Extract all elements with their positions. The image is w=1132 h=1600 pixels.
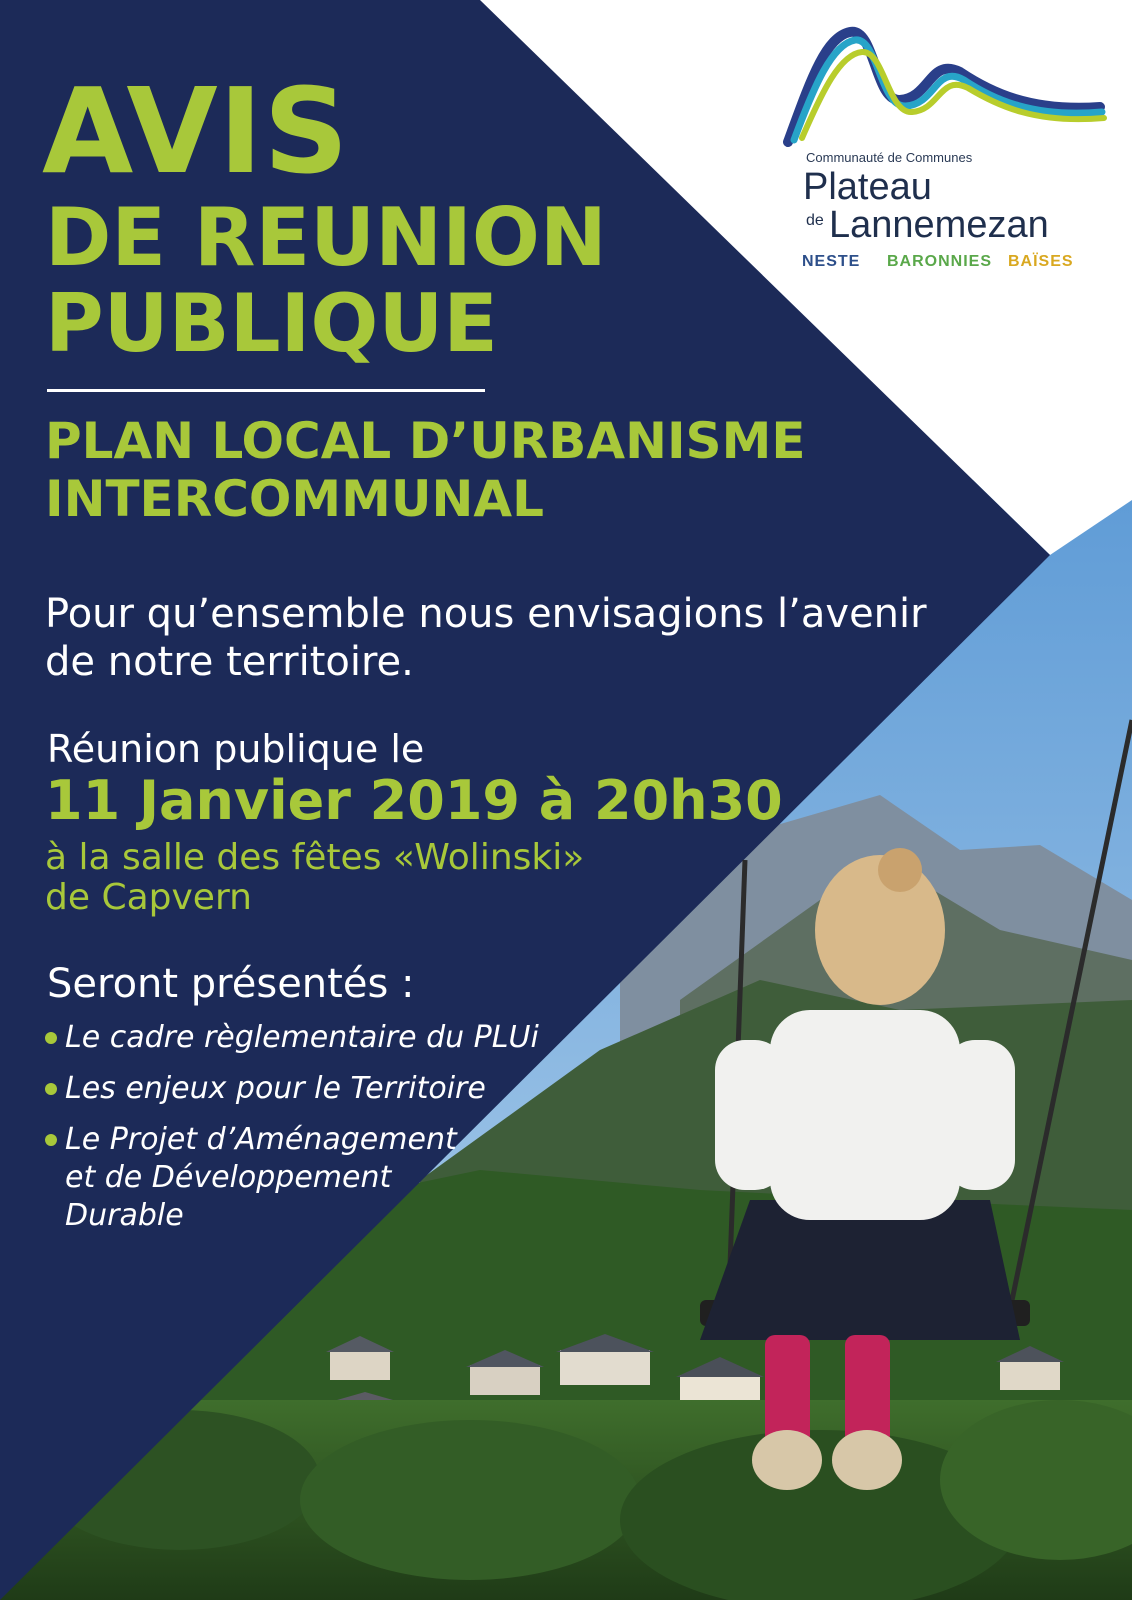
agenda-item-text: Le cadre règlementaire du PLUi <box>65 1020 539 1055</box>
logo-name-prefix: de <box>806 212 824 229</box>
logo-name-line2: Lannemezan <box>829 204 1049 246</box>
meeting-venue-line2: de Capvern <box>45 877 252 918</box>
logo-region-baises: BAÏSES <box>1008 253 1074 270</box>
headline-avis: AVIS <box>42 62 350 200</box>
bullet-dot <box>45 1032 57 1044</box>
headline-divider <box>47 389 485 392</box>
logo-org-type: Communauté de Communes <box>806 150 973 165</box>
meeting-datetime: 11 Janvier 2019 à 20h30 <box>45 769 783 832</box>
agenda-title: Seront présentés : <box>47 961 415 1007</box>
agenda-item-text-line3: Durable <box>65 1198 184 1233</box>
agenda-item-text-line1: Le Projet d’Aménagement <box>65 1122 457 1157</box>
headline-publique: PUBLIQUE <box>45 277 498 370</box>
logo-region-baronnies: BARONNIES <box>887 253 993 270</box>
agenda-item-text: Les enjeux pour le Territoire <box>65 1071 486 1106</box>
agenda-item-text-line2: et de Développement <box>65 1160 392 1195</box>
bullet-dot <box>45 1083 57 1095</box>
logo-region-neste: NESTE <box>802 253 861 270</box>
headline-de-reunion: DE REUNION <box>45 191 607 284</box>
meeting-label: Réunion publique le <box>47 727 425 771</box>
logo-name-line1: Plateau <box>803 166 932 208</box>
bullet-dot <box>45 1134 57 1146</box>
meeting-venue-line1: à la salle des fêtes «Wolinski» <box>45 837 585 878</box>
intro-line2: de notre territoire. <box>45 639 414 685</box>
subtitle-line1: PLAN LOCAL D’URBANISME <box>45 412 806 470</box>
intro-line1: Pour qu’ensemble nous envisagions l’avenir <box>45 591 927 637</box>
subtitle-line2: INTERCOMMUNAL <box>45 470 544 528</box>
